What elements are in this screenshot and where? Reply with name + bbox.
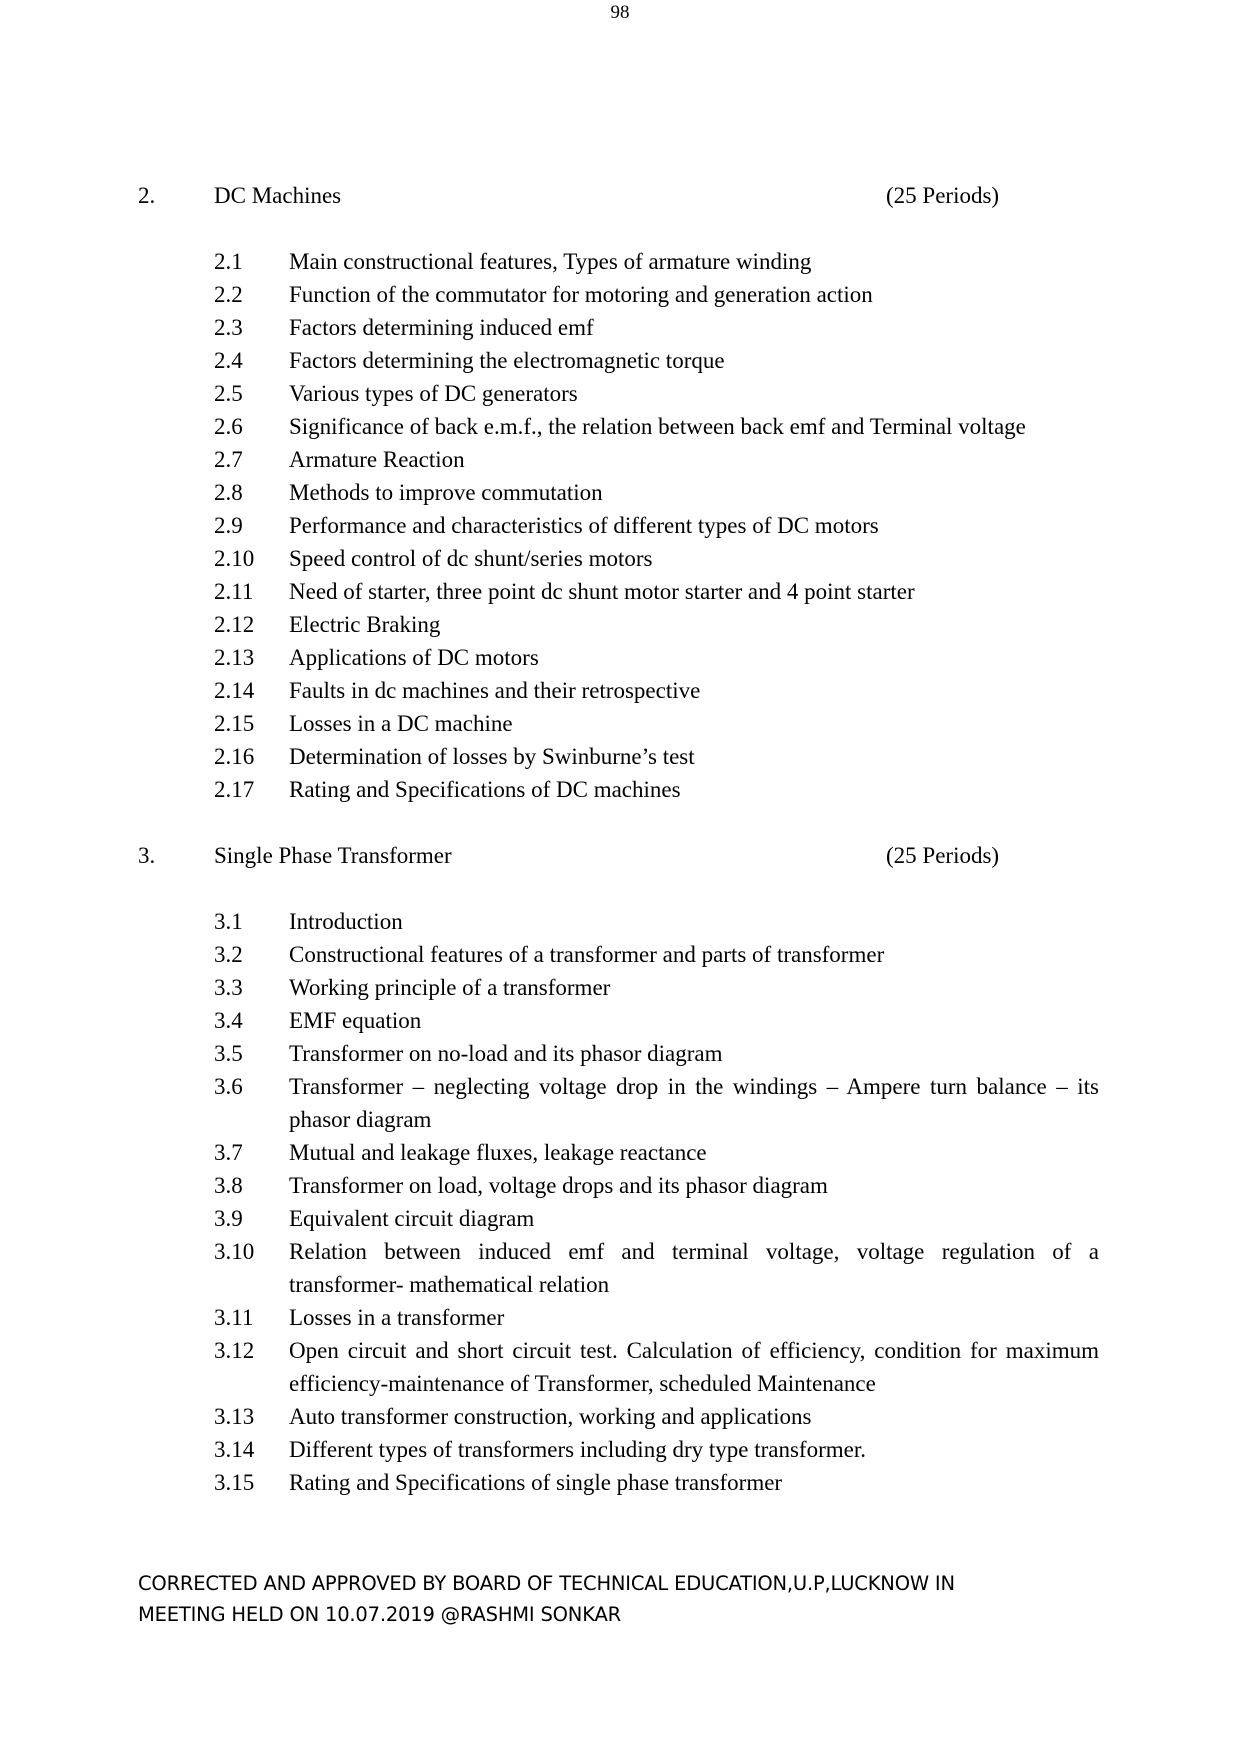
topic-item (0, 1235, 1240, 1301)
topic-number: 2.12 (214, 612, 255, 637)
topic-text: Rating and Specifications of DC machines (289, 777, 681, 802)
topic-text: Transformer on load, voltage drops and its phasor diagram (289, 1173, 828, 1198)
section-dc-machines (0, 179, 1240, 806)
topic-text: Relation between induced emf and terminal voltage, voltage regulation of a transformer- mathematical relation (289, 1239, 1099, 1297)
topic-item (0, 1070, 1240, 1136)
topic-text: Factors determining the electromagnetic torque (289, 348, 725, 373)
topic-text: Constructional features of a transformer and parts of transformer (289, 942, 885, 967)
topic-item (0, 1037, 1240, 1070)
topic-item (0, 905, 1240, 938)
topic-text: Methods to improve commutation (289, 480, 603, 505)
topic-number: 3.9 (214, 1206, 243, 1231)
topic-number: 3.14 (214, 1437, 255, 1462)
section-number: 2. (138, 183, 156, 208)
topic-number: 2.16 (214, 744, 255, 769)
topic-item (0, 740, 1240, 773)
topic-number: 2.17 (214, 777, 255, 802)
topic-text: EMF equation (289, 1008, 422, 1033)
topic-text: Armature Reaction (289, 447, 465, 472)
topic-text: Electric Braking (289, 612, 441, 637)
topic-item (0, 773, 1240, 806)
topic-list (0, 245, 1240, 806)
approval-footer (138, 1568, 1098, 1630)
topic-text: Performance and characteristics of different types of DC motors (289, 513, 879, 538)
topic-item (0, 1400, 1240, 1433)
topic-number: 2.2 (214, 282, 243, 307)
topic-number: 2.10 (214, 546, 255, 571)
topic-item (0, 1301, 1240, 1334)
topic-number: 2.5 (214, 381, 243, 406)
topic-number: 2.6 (214, 414, 243, 439)
topic-text: Various types of DC generators (289, 381, 578, 406)
topic-item (0, 575, 1240, 608)
topic-text: Factors determining induced emf (289, 315, 594, 340)
topic-item (0, 938, 1240, 971)
topic-text: Applications of DC motors (289, 645, 539, 670)
topic-item (0, 443, 1240, 476)
section-heading (0, 179, 1240, 212)
topic-item (0, 608, 1240, 641)
topic-number: 2.8 (214, 480, 243, 505)
topic-text: Different types of transformers including dry type transformer. (289, 1437, 866, 1462)
topic-text: Equivalent circuit diagram (289, 1206, 535, 1231)
section-title: DC Machines (214, 183, 342, 208)
topic-number: 3.6 (214, 1074, 243, 1099)
topic-number: 2.3 (214, 315, 243, 340)
section-heading (0, 839, 1240, 872)
topic-item (0, 1202, 1240, 1235)
topic-item (0, 278, 1240, 311)
topic-text: Mutual and leakage fluxes, leakage reactance (289, 1140, 707, 1165)
page-number: 98 (610, 2, 630, 23)
topic-item (0, 542, 1240, 575)
topic-item (0, 674, 1240, 707)
topic-text: Rating and Specifications of single phase transformer (289, 1470, 783, 1495)
section-title: Single Phase Transformer (214, 843, 452, 868)
topic-number: 3.3 (214, 975, 243, 1000)
topic-number: 3.12 (214, 1338, 255, 1363)
topic-text: Need of starter, three point dc shunt motor starter and 4 point starter (289, 579, 915, 604)
topic-item (0, 1136, 1240, 1169)
section-number: 3. (138, 843, 156, 868)
topic-item (0, 707, 1240, 740)
topic-text: Faults in dc machines and their retrospective (289, 678, 701, 703)
topic-item (0, 1334, 1240, 1400)
topic-text: Transformer – neglecting voltage drop in the windings – Ampere turn balance – its phasor diagram (289, 1074, 1099, 1132)
topic-item (0, 245, 1240, 278)
topic-text: Function of the commutator for motoring and generation action (289, 282, 873, 307)
topic-text: Main constructional features, Types of armature winding (289, 249, 812, 274)
section-periods: (25 Periods) (886, 183, 1000, 208)
topic-item (0, 1433, 1240, 1466)
topic-number: 3.13 (214, 1404, 255, 1429)
topic-item (0, 641, 1240, 674)
topic-text: Transformer on no-load and its phasor diagram (289, 1041, 723, 1066)
topic-number: 2.11 (214, 579, 254, 604)
topic-number: 2.14 (214, 678, 255, 703)
topic-item (0, 1466, 1240, 1499)
topic-item (0, 1169, 1240, 1202)
topic-item (0, 311, 1240, 344)
topic-number: 3.10 (214, 1239, 255, 1264)
topic-text: Significance of back e.m.f., the relation between back emf and Terminal voltage (289, 414, 1026, 439)
topic-number: 3.1 (214, 909, 243, 934)
topic-item (0, 377, 1240, 410)
section-periods: (25 Periods) (886, 843, 1000, 868)
topic-item (0, 410, 1240, 443)
topic-item (0, 344, 1240, 377)
topic-number: 3.2 (214, 942, 243, 967)
topic-number: 2.13 (214, 645, 255, 670)
topic-text: Working principle of a transformer (289, 975, 611, 1000)
topic-text: Open circuit and short circuit test. Calculation of efficiency, condition for maximum efficiency-maintenance of Transformer, scheduled Maintenance (289, 1338, 1099, 1396)
topic-text: Introduction (289, 909, 403, 934)
topic-number: 2.1 (214, 249, 243, 274)
topic-number: 3.4 (214, 1008, 243, 1033)
topic-number: 3.11 (214, 1305, 254, 1330)
topic-text: Losses in a transformer (289, 1305, 505, 1330)
topic-text: Auto transformer construction, working and applications (289, 1404, 812, 1429)
topic-number: 2.9 (214, 513, 243, 538)
topic-number: 3.15 (214, 1470, 255, 1495)
topic-number: 3.5 (214, 1041, 243, 1066)
topic-number: 2.15 (214, 711, 255, 736)
topic-number: 2.7 (214, 447, 243, 472)
topic-item (0, 509, 1240, 542)
topic-item (0, 476, 1240, 509)
topic-item (0, 1004, 1240, 1037)
topic-number: 3.7 (214, 1140, 243, 1165)
topic-item (0, 971, 1240, 1004)
topic-number: 2.4 (214, 348, 243, 373)
topic-text: Speed control of dc shunt/series motors (289, 546, 653, 571)
topic-text: Losses in a DC machine (289, 711, 513, 736)
footer-line-1: CORRECTED AND APPROVED BY BOARD OF TECHNICAL EDUCATION,U.P,LUCKNOW IN (138, 1572, 955, 1595)
topic-number: 3.8 (214, 1173, 243, 1198)
section-single-phase-transformer (0, 839, 1240, 1499)
topic-list (0, 905, 1240, 1499)
topic-text: Determination of losses by Swinburne’s test (289, 744, 695, 769)
footer-line-2: MEETING HELD ON 10.07.2019 @RASHMI SONKAR (138, 1603, 621, 1626)
